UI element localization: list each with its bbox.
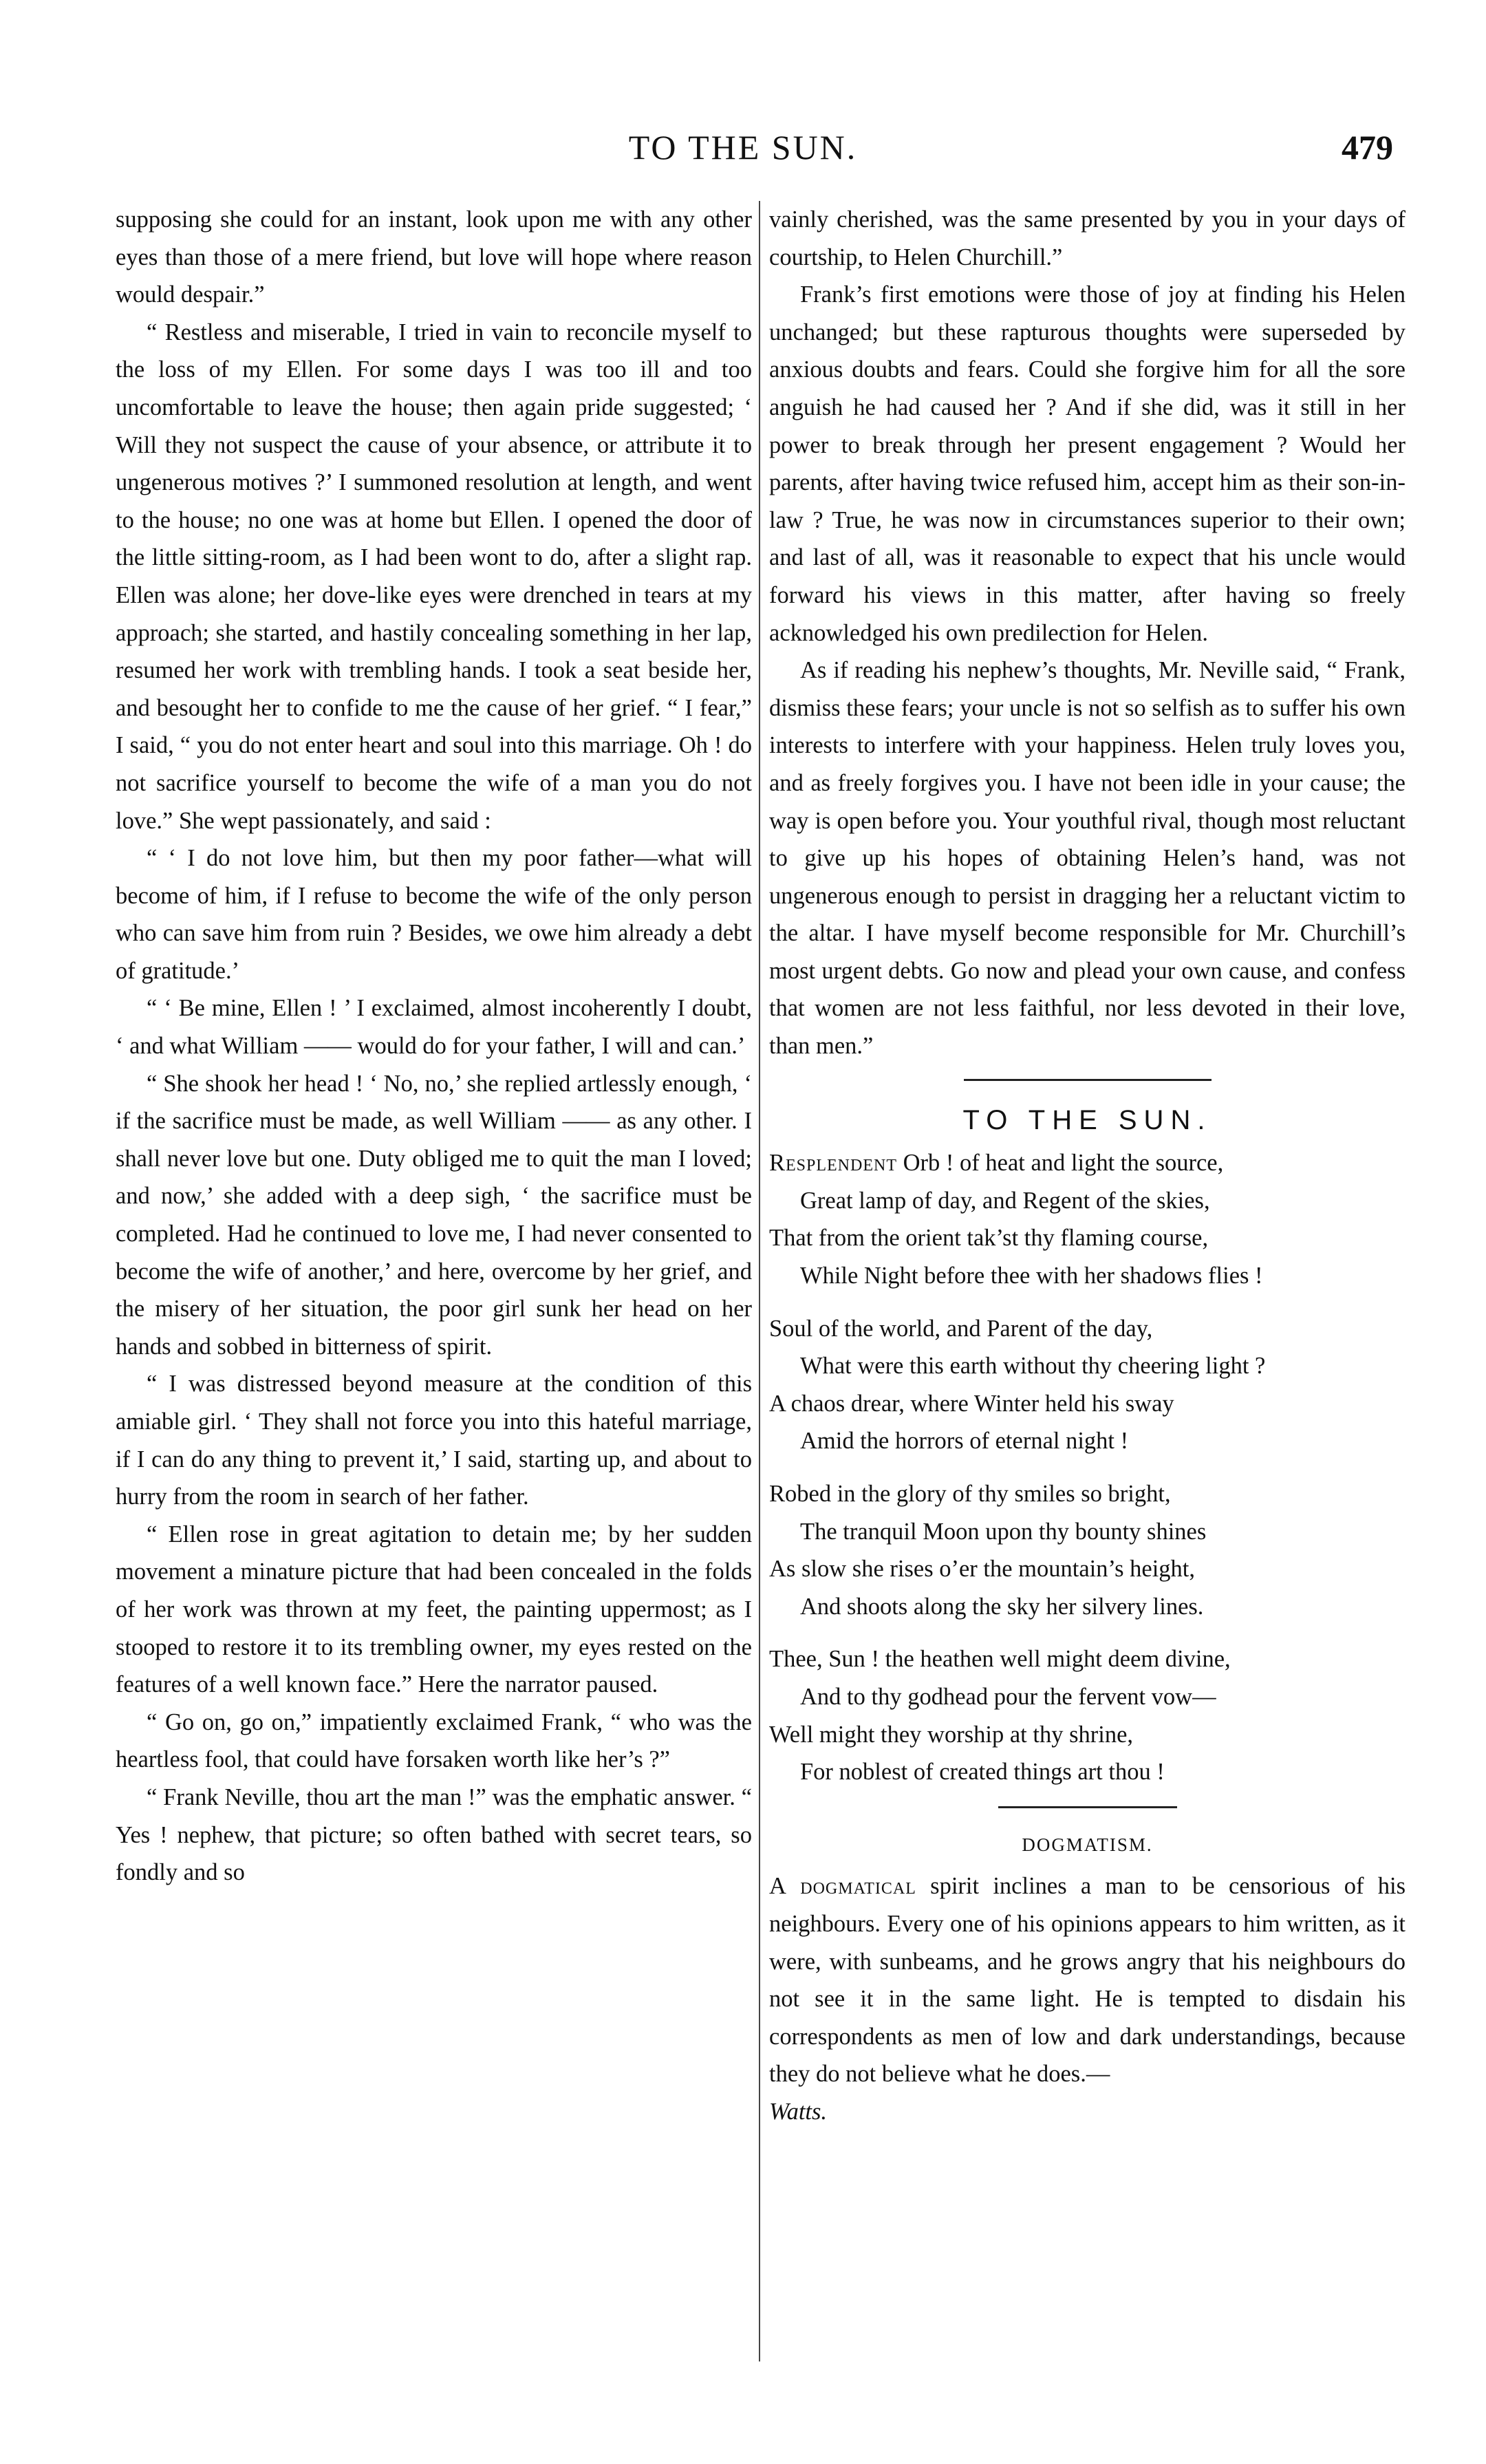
paragraph: “ Frank Neville, thou art the man !” was the emphatic answer. “ Yes ! nephew, that picture; so often bathed with secret tears, so fondly and so	[116, 1783, 752, 1886]
running-title: TO THE SUN.	[628, 128, 858, 167]
poem-line: Well might they worship at thy shrine,	[769, 1721, 1134, 1748]
poem-line: For noblest of created things art thou !	[800, 1759, 1165, 1786]
right-column	[769, 201, 1406, 2131]
poem-line: Soul of the world, and Parent of the day,	[769, 1315, 1153, 1342]
paragraph: “ Go on, go on,” impatiently exclaimed Frank, “ who was the heartless fool, that could have forsaken worth like her’s ?”	[116, 1708, 752, 1773]
paragraph: Frank’s first emotions were those of joy at finding his Helen unchanged; but these rapturous thoughts were superseded by anxious doubts and fears. Could she forgive him for all the sore anguish he had caused her ? And if she did, was it still in her power to break through her present engagement ? Would her parents, after having twice refused him, accept him as their son-in-law ? True, he was now in circumstances superior to their own; and last of all, was it reasonable to expect that his uncle would forward his views in this matter, after having so freely acknowledged his own predilection for Helen.	[769, 281, 1406, 646]
poem-line: Great lamp of day, and Regent of the skies,	[800, 1187, 1210, 1214]
poem-stanza	[769, 1475, 1406, 1625]
poem-line: The tranquil Moon upon thy bounty shines	[800, 1518, 1207, 1545]
poem-line: Robed in the glory of thy smiles so bright,	[769, 1481, 1171, 1507]
poem-line: Thee, Sun ! the heathen well might deem divine,	[769, 1646, 1231, 1673]
drop-caps-word: A dogmatical	[769, 1873, 916, 1900]
poem-line: While Night before thee with her shadows flies !	[800, 1263, 1263, 1289]
essay-author: Watts.	[769, 2098, 828, 2125]
poem-line: As slow she rises o’er the mountain’s height,	[769, 1556, 1195, 1583]
poem-line: And shoots along the sky her silvery lines.	[800, 1593, 1204, 1620]
paragraph: “ Restless and miserable, I tried in vain to reconcile myself to the loss of my Ellen. For some days I was too ill and too uncomfortable to leave the house; then again pride suggested; ‘ Will they not suspect the cause of your absence, or attribute it to ungenerous motives ?’ I summoned resolution at length, and went to the house; no one was at home but Ellen. I opened the door of the little sitting-room, as I had been wont to do, after a slight rap. Ellen was alone; her dove-like eyes were drenched in tears at my approach; she started, and hastily concealing something in her lap, resumed her work with trembling hands. I took a seat beside her, and besought her to confide to me the cause of her grief. “ I fear,” I said, “ you do not enter heart and soul into this marriage. Oh ! do not sacrifice yourself to become the wife of a man you do not love.” She wept passionately, and said :	[116, 319, 752, 834]
poem-line: And to thy godhead pour the fervent vow—	[800, 1683, 1216, 1710]
poem-line: Resplendent Orb ! of heat and light the source,	[769, 1150, 1224, 1177]
page-header	[0, 127, 1486, 175]
paragraph: supposing she could for an instant, look upon me with any other eyes than those of a mere friend, but love will hope where reason would despair.”	[116, 206, 752, 308]
essay-body: A dogmatical spirit inclines a man to be censorious of his neighbours. Every one of his opinions appears to him written, as it were, with sunbeams, and he grows angry that his neighbours do not see it in the same light. He is tempted to disdain his correspondents as men of low and dark understandings, because they do not believe what he does.—	[769, 1873, 1406, 2088]
paragraph: “ ‘ I do not love him, but then my poor father—what will become of him, if I refuse to become the wife of the only person who can save him from ruin ? Besides, we owe him already a debt of gratitude.’	[116, 845, 752, 984]
essay-title: DOGMATISM.	[1022, 1834, 1153, 1855]
poem-stanza	[769, 1310, 1406, 1460]
paragraph: “ Ellen rose in great agitation to detain me; by her sudden movement a minature picture that had been concealed in the folds of her work was thrown at my feet, the painting uppermost; as I stooped to restore it to its trembling owner, my eyes rested on the features of a well known face.” Here the narrator paused.	[116, 1521, 752, 1698]
left-column	[116, 201, 752, 1892]
poem-title: TO THE SUN.	[962, 1104, 1212, 1135]
section-rule	[998, 1806, 1177, 1808]
section-rule	[964, 1079, 1212, 1081]
paragraph: vainly cherished, was the same presented by you in your days of courtship, to Helen Churchill.”	[769, 206, 1406, 270]
column-divider	[759, 201, 760, 2361]
poem-stanza	[769, 1640, 1406, 1790]
paragraph: “ I was distressed beyond measure at the condition of this amiable girl. ‘ They shall not force you into this hateful marriage, if I can do any thing to prevent it,’ I said, starting up, and about to hurry from the room in search of her father.	[116, 1371, 752, 1510]
poem-line: A chaos drear, where Winter held his sway	[769, 1390, 1174, 1417]
poem-line: What were this earth without thy cheering light ?	[800, 1353, 1266, 1380]
page-number: 479	[1342, 128, 1393, 167]
paragraph: “ ‘ Be mine, Ellen ! ’ I exclaimed, almost incoherently I doubt, ‘ and what William —— would do for your father, I will and can.’	[116, 995, 752, 1060]
poem-line: That from the orient tak’st thy flaming course,	[769, 1225, 1209, 1252]
paragraph: “ She shook her head ! ‘ No, no,’ she replied artlessly enough, ‘ if the sacrifice must be made, as well William —— as any other. I shall never love but one. Duty obliged me to quit the man I loved; and now,’ she added with a deep sigh, ‘ the sacrifice must be completed. Had he continued to love me, I had never consented to become the wife of another,’ and here, overcome by her grief, and the misery of her situation, the poor girl sunk her head on her hands and sobbed in bitterness of spirit.	[116, 1070, 752, 1360]
poem-line: Amid the horrors of eternal night !	[800, 1428, 1129, 1455]
paragraph: As if reading his nephew’s thoughts, Mr. Neville said, “ Frank, dismiss these fears; your uncle is not so selfish as to suffer his own interests to interfere with your happiness. Helen truly loves you, and as freely forgives you. I have not been idle in your cause; the way is open before you. Your youthful rival, though most reluctant to give up his hopes of obtaining Helen’s hand, was not ungenerous enough to persist in dragging her a reluctant victim to the altar. I have myself become responsible for Mr. Churchill’s most urgent debts. Go now and plead your own cause, and confess that women are not less faithful, nor less devoted in their love, than men.”	[769, 657, 1406, 1060]
drop-caps-word: Resplendent	[769, 1150, 898, 1177]
poem-stanza	[769, 1144, 1406, 1294]
